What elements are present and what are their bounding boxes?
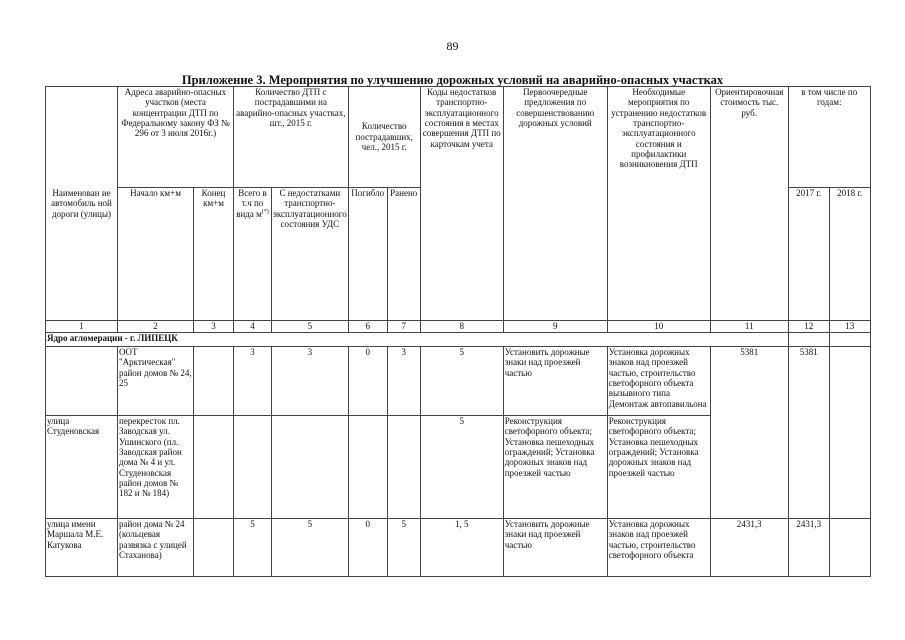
cost-cell: 2431,3 — [710, 519, 788, 577]
appendix-title: Приложение 3. Мероприятия по улучшению дорожных условий на аварийно-опасных участках — [181, 73, 724, 87]
year-2017-cell: 2431,3 — [788, 519, 829, 577]
header-dtp-count: Количество ДТП с пострадавшими на аварийно-опасных участках, шт., 2015 г. — [234, 87, 349, 188]
end-cell — [194, 416, 234, 519]
killed-cell: 0 — [348, 347, 387, 416]
col-number: 5 — [272, 321, 349, 333]
page-number: 89 — [446, 39, 459, 53]
header-start: Начало км+м — [118, 188, 194, 321]
table-row — [46, 519, 871, 577]
header-addresses: Адреса аварийно-опасных участков (места концентрации ДТП по Федеральному закону ФЗ № 296 от 3 июля 2016г.) — [118, 87, 234, 188]
injured-cell: 5 — [387, 519, 420, 577]
header-dtp-total — [234, 188, 272, 321]
defects-cell — [272, 416, 349, 519]
header-injured: Ранено — [387, 188, 420, 321]
header-killed: Погибло — [348, 188, 387, 321]
injured-cell — [387, 416, 420, 519]
col-number: 2 — [118, 321, 194, 333]
dtp-total-sup: (*) — [261, 208, 269, 215]
measure-cell: Установка дорожных знаков над проезжей частью, строительство светофорного объекта вызывного типа Демонтаж автопавильона — [607, 347, 710, 416]
header-victims: Количество пострадавших, чел., 2015 г. — [348, 87, 420, 188]
killed-cell — [348, 416, 387, 519]
col-number: 4 — [234, 321, 272, 333]
header-codes: Коды недостатков транспортно-эксплуатационного состояния в местах совершения ДТП по карточкам учета — [420, 87, 503, 321]
col-number: 6 — [348, 321, 387, 333]
total-cell: 3 — [234, 347, 272, 416]
proposal-cell: Установить дорожные знаки над проезжей частью — [503, 519, 607, 577]
col-number: 7 — [387, 321, 420, 333]
measure-cell: Установка дорожных знаков над проезжей частью, строительство светофорного объекта — [607, 519, 710, 577]
col-number: 1 — [46, 321, 118, 333]
start-cell: ООТ "Арктическая" район домов № 24, 25 — [118, 347, 194, 416]
proposal-cell: Реконструкция светофорного объекта; Установка пешеходных ограждений; Установка дорожных знаков над проезжей частью — [503, 416, 607, 519]
defects-cell: 3 — [272, 347, 349, 416]
header-dtp-defects: С недостатками транспортно-эксплуатационного состояния УДС — [272, 188, 349, 321]
header-by-years: в том числе по годам: — [788, 87, 870, 188]
header-year-2018: 2018 г. — [829, 188, 870, 321]
col-number: 13 — [829, 321, 870, 333]
codes-cell: 1, 5 — [420, 519, 503, 577]
start-cell: район дома № 24 (кольцевая развязка с улицей Стаханова) — [118, 519, 194, 577]
col-number: 3 — [194, 321, 234, 333]
header-end: Конец км+м — [194, 188, 234, 321]
header-cost: Ориентировочная стоимость тыс. руб. — [710, 87, 788, 321]
measures-table — [45, 86, 871, 577]
col-number: 12 — [788, 321, 829, 333]
header-road-name: Наименован ие автомобиль ной дороги (улицы) — [46, 87, 118, 321]
cost-cell: 5381 — [710, 347, 788, 519]
header-year-2017: 2017 г. — [788, 188, 829, 321]
year-2017-cell: 5381 — [788, 347, 829, 519]
empty-cell — [788, 333, 829, 347]
year-2018-cell — [829, 519, 870, 577]
codes-cell: 5 — [420, 416, 503, 519]
proposal-cell: Установить дорожные знаки над проезжей частью — [503, 347, 607, 416]
col-number: 11 — [710, 321, 788, 333]
road-cell: улица имени Маршала М.Е. Катукова — [46, 519, 118, 577]
col-number: 8 — [420, 321, 503, 333]
header-proposals: Первоочередные предложения по совершенствованию дорожных условий — [503, 87, 607, 321]
section-title: Ядро агломерации - г. ЛИПЕЦК — [46, 333, 789, 347]
total-cell — [234, 416, 272, 519]
road-cell: улица Студеновская — [46, 416, 118, 519]
killed-cell: 0 — [348, 519, 387, 577]
table-row — [46, 347, 871, 416]
end-cell — [194, 519, 234, 577]
col-number: 9 — [503, 321, 607, 333]
empty-cell — [829, 333, 870, 347]
defects-cell: 5 — [272, 519, 349, 577]
end-cell — [194, 347, 234, 416]
header-measures: Необходимые мероприятия по устранению недостатков транспортно-эксплуатационного состояния и профилактики возникновения ДТП — [607, 87, 710, 321]
injured-cell: 3 — [387, 347, 420, 416]
codes-cell: 5 — [420, 347, 503, 416]
col-number: 10 — [607, 321, 710, 333]
dtp-total-text: Всего в т.ч по вида м — [236, 188, 267, 219]
start-cell: перекресток пл. Заводская ул. Ушинского (пл. Заводская район дома № 4 и ул. Студеновская район домов № 182 и № 184) — [118, 416, 194, 519]
measure-cell: Реконструкция светофорного объекта; Установка пешеходных ограждений; Установка дорожных знаков над проезжей частью — [607, 416, 710, 519]
total-cell: 5 — [234, 519, 272, 577]
road-cell — [46, 347, 118, 416]
year-2018-cell — [829, 347, 870, 519]
